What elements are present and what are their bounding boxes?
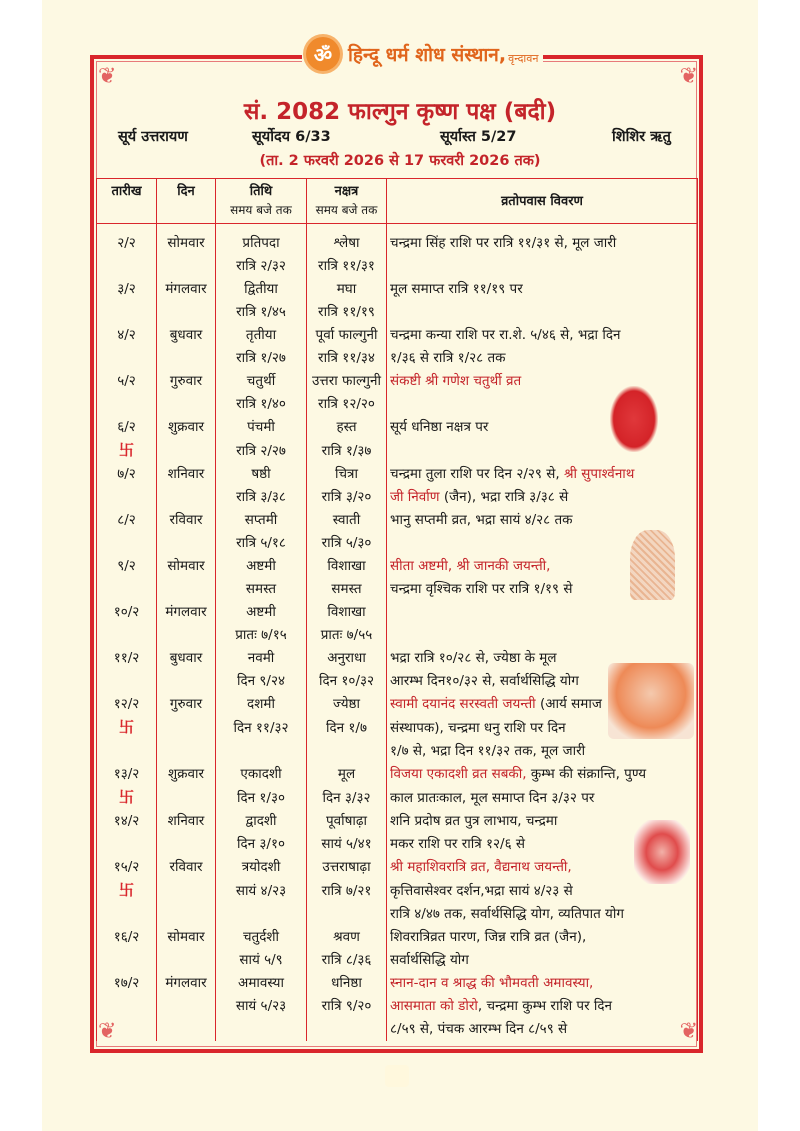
date-cell: १२/२ xyxy=(97,693,157,716)
dayanand-portrait-image xyxy=(608,663,694,739)
details-text: सूर्य धनिष्ठा नक्षत्र पर xyxy=(390,419,489,435)
nakshatra-time-cell: दिन १/७ xyxy=(307,716,387,740)
tithi-cell-empty xyxy=(216,903,307,926)
festival-text: संकष्टी श्री गणेश चतुर्थी व्रत xyxy=(390,373,522,389)
details-text: मूल समाप्त रात्रि ११/१९ पर xyxy=(390,281,523,297)
details-cell xyxy=(387,463,698,486)
nakshatra-cell: श्लेषा xyxy=(307,224,387,256)
nakshatra-cell-empty xyxy=(307,740,387,763)
date-cell: ६/२ xyxy=(97,416,157,439)
swastik-cell xyxy=(97,879,157,903)
table-row xyxy=(97,509,698,532)
day-cell: गुरुवार xyxy=(157,693,216,716)
table-row xyxy=(97,786,698,810)
details-cell xyxy=(387,224,698,256)
table-row xyxy=(97,856,698,879)
date-cell: १३/२ xyxy=(97,763,157,786)
details-cell xyxy=(387,903,698,926)
table-row xyxy=(97,224,698,256)
table-row xyxy=(97,393,698,416)
day-cell: गुरुवार xyxy=(157,370,216,393)
day-cell: बुधवार xyxy=(157,324,216,347)
details-cell xyxy=(387,278,698,301)
nakshatra-time-cell: रात्रि ७/२१ xyxy=(307,879,387,903)
festival-text: जी निर्वाण xyxy=(390,489,440,505)
calendar-body xyxy=(97,224,698,1042)
festival-text: स्नान-दान व श्राद्ध की भौमवती अमावस्या, xyxy=(390,975,594,991)
swastik-cell xyxy=(97,786,157,810)
swastik-cell xyxy=(97,949,157,972)
tithi-cell: अमावस्या xyxy=(216,972,307,995)
nakshatra-time-cell: रात्रि ११/१९ xyxy=(307,301,387,324)
festival-text: स्वामी दयानंद सरस्वती जयन्ती xyxy=(390,696,536,712)
details-text: शनि प्रदोष व्रत पुत्र लाभाय, चन्द्रमा xyxy=(390,813,558,829)
day-cell-empty xyxy=(157,255,216,278)
nakshatra-time-cell: प्रातः ७/५५ xyxy=(307,624,387,647)
day-cell-empty xyxy=(157,995,216,1018)
date-cell: ३/२ xyxy=(97,278,157,301)
day-cell-empty xyxy=(157,716,216,740)
tithi-cell: प्रतिपदा xyxy=(216,224,307,256)
details-text: , चन्द्रमा कुम्भ राशि पर दिन xyxy=(477,998,613,1014)
date-cell: २/२ xyxy=(97,224,157,256)
day-cell-empty xyxy=(157,624,216,647)
details-text: भद्रा रात्रि १०/२८ से, ज्येष्ठा के मूल xyxy=(390,650,557,666)
details-text: भानु सप्तमी व्रत, भद्रा सायं ४/२८ तक xyxy=(390,512,573,528)
table-row xyxy=(97,324,698,347)
tithi-time-cell: सायं ५/९ xyxy=(216,949,307,972)
details-text: ८/५९ से, पंचक आरम्भ दिन ८/५९ से xyxy=(390,1021,568,1037)
details-text: सर्वार्थसिद्धि योग xyxy=(390,952,469,968)
page-title: सं. 2082 फाल्गुन कृष्ण पक्ष (बदी) xyxy=(243,99,557,125)
date-range: (ता. 2 फरवरी 2026 से 17 फरवरी 2026 तक) xyxy=(259,153,541,169)
swastik-cell xyxy=(97,301,157,324)
festival-text: आसमाता को डोरो xyxy=(390,998,478,1014)
day-cell-empty xyxy=(157,786,216,810)
details-text: कुम्भ की संक्रान्ति, पुण्य xyxy=(526,766,647,782)
details-text: काल प्रातःकाल, मूल समाप्त दिन ३/३२ पर xyxy=(390,789,595,806)
details-cell xyxy=(387,324,698,347)
table-row xyxy=(97,301,698,324)
header-nakshatra: नक्षत्र समय बजे तक xyxy=(307,179,387,224)
nakshatra-time-cell: रात्रि ५/३० xyxy=(307,532,387,555)
table-row xyxy=(97,486,698,509)
table-row xyxy=(97,532,698,555)
date-cell: १०/२ xyxy=(97,601,157,624)
details-text: चन्द्रमा तुला राशि पर दिन २/२९ से, xyxy=(390,466,564,482)
table-row xyxy=(97,879,698,903)
nakshatra-time-cell: सायं ५/४१ xyxy=(307,833,387,856)
tithi-cell: चतुर्थी xyxy=(216,370,307,393)
day-cell: शुक्रवार xyxy=(157,416,216,439)
details-text: (जैन), भद्रा रात्रि ३/३८ से xyxy=(439,489,569,505)
tithi-cell: षष्ठी xyxy=(216,463,307,486)
details-cell xyxy=(387,786,698,810)
details-cell xyxy=(387,486,698,509)
day-cell: मंगलवार xyxy=(157,601,216,624)
swastik-cell xyxy=(97,486,157,509)
festival-text: सीता अष्टमी, श्री जानकी जयन्ती, xyxy=(390,558,551,574)
details-cell xyxy=(387,995,698,1018)
season: शिशिर ऋतु xyxy=(612,129,671,145)
tithi-cell: दशमी xyxy=(216,693,307,716)
tithi-cell: एकादशी xyxy=(216,763,307,786)
tithi-cell-empty xyxy=(216,740,307,763)
table-row xyxy=(97,578,698,601)
corner-ornament-icon: ❦ xyxy=(679,1019,698,1044)
nakshatra-cell: स्वाती xyxy=(307,509,387,532)
table-row xyxy=(97,810,698,833)
swastik-cell xyxy=(97,439,157,463)
date-cell-empty xyxy=(97,903,157,926)
swastik-cell xyxy=(97,578,157,601)
day-cell-empty xyxy=(157,486,216,509)
org-name: हिन्दू धर्म शोध संस्थान, xyxy=(348,44,507,66)
day-cell: शुक्रवार xyxy=(157,763,216,786)
day-cell-empty xyxy=(157,833,216,856)
details-text: आरम्भ दिन१०/३२ से, सर्वार्थसिद्धि योग xyxy=(390,673,579,689)
nakshatra-time-cell: समस्त xyxy=(307,578,387,601)
day-cell-empty xyxy=(157,949,216,972)
corner-ornament-icon: ❦ xyxy=(98,64,117,89)
day-cell-empty xyxy=(157,347,216,370)
festival-text: श्री सुपार्श्वनाथ xyxy=(563,466,635,482)
nakshatra-cell: उत्तराषाढ़ा xyxy=(307,856,387,879)
tithi-cell: नवमी xyxy=(216,647,307,670)
tithi-cell: चतुर्दशी xyxy=(216,926,307,949)
day-cell-empty xyxy=(157,578,216,601)
tithi-time-cell: दिन ११/३२ xyxy=(216,716,307,740)
day-cell-empty xyxy=(157,879,216,903)
table-row xyxy=(97,903,698,926)
swastik-cell xyxy=(97,833,157,856)
day-cell: शनिवार xyxy=(157,810,216,833)
table-row xyxy=(97,278,698,301)
table-row xyxy=(97,763,698,786)
org-header xyxy=(302,34,543,74)
date-cell: १६/२ xyxy=(97,926,157,949)
day-cell: बुधवार xyxy=(157,647,216,670)
tithi-cell: सप्तमी xyxy=(216,509,307,532)
tithi-time-cell: रात्रि ५/१८ xyxy=(216,532,307,555)
festival-text: विजया एकादशी व्रत सबकी, xyxy=(390,766,527,782)
day-cell-empty xyxy=(157,1018,216,1041)
table-row xyxy=(97,926,698,949)
date-cell-empty xyxy=(97,740,157,763)
corner-ornament-icon: ❦ xyxy=(98,1019,117,1044)
festival-text: श्री महाशिवरात्रि व्रत, वैद्यनाथ जयन्ती, xyxy=(390,859,572,875)
swastik-cell xyxy=(97,670,157,693)
details-cell xyxy=(387,624,698,647)
details-text: चन्द्रमा कन्या राशि पर रा.शे. ५/४६ से, भद्रा दिन xyxy=(390,327,621,343)
date-cell: ५/२ xyxy=(97,370,157,393)
details-text: रात्रि ४/४७ तक, सर्वार्थसिद्धि योग, व्यतिपात योग xyxy=(390,906,624,922)
table-row xyxy=(97,1018,698,1041)
tithi-cell: द्वितीया xyxy=(216,278,307,301)
day-cell: सोमवार xyxy=(157,555,216,578)
nakshatra-cell: विशाखा xyxy=(307,601,387,624)
nakshatra-cell-empty xyxy=(307,903,387,926)
nakshatra-cell: श्रवण xyxy=(307,926,387,949)
nakshatra-cell: विशाखा xyxy=(307,555,387,578)
nakshatra-time-cell: रात्रि ९/२० xyxy=(307,995,387,1018)
tithi-cell: द्वादशी xyxy=(216,810,307,833)
swastik-cell xyxy=(97,995,157,1018)
tithi-time-cell: सायं ४/२३ xyxy=(216,879,307,903)
table-row xyxy=(97,624,698,647)
details-text: चन्द्रमा सिंह राशि पर रात्रि ११/३१ से, मूल जारी xyxy=(390,235,617,251)
table-row xyxy=(97,347,698,370)
table-row xyxy=(97,439,698,463)
day-cell-empty xyxy=(157,740,216,763)
nakshatra-time-cell: रात्रि ११/३१ xyxy=(307,255,387,278)
date-cell: ४/२ xyxy=(97,324,157,347)
calendar-table xyxy=(96,178,698,1041)
tithi-time-cell: रात्रि १/४५ xyxy=(216,301,307,324)
day-cell-empty xyxy=(157,393,216,416)
corner-ornament-icon: ❦ xyxy=(679,64,698,89)
nakshatra-cell-empty xyxy=(307,1018,387,1041)
details-cell xyxy=(387,926,698,949)
nakshatra-time-cell: रात्रि ११/३४ xyxy=(307,347,387,370)
details-text: कृत्तिवासेश्वर दर्शन,भद्रा सायं ४/२३ से xyxy=(390,882,573,899)
table-row xyxy=(97,463,698,486)
table-row xyxy=(97,972,698,995)
day-cell-empty xyxy=(157,670,216,693)
table-row xyxy=(97,601,698,624)
org-city: वृन्दावन xyxy=(508,51,539,65)
date-cell: ८/२ xyxy=(97,509,157,532)
table-row xyxy=(97,555,698,578)
details-cell xyxy=(387,347,698,370)
day-cell: सोमवार xyxy=(157,926,216,949)
nakshatra-cell: उत्तरा फाल्गुनी xyxy=(307,370,387,393)
tithi-time-cell: रात्रि २/२७ xyxy=(216,439,307,463)
date-cell: १५/२ xyxy=(97,856,157,879)
details-cell xyxy=(387,255,698,278)
nakshatra-cell: पूर्वा फाल्गुनी xyxy=(307,324,387,347)
details-cell xyxy=(387,1018,698,1041)
tithi-time-cell: दिन ३/१० xyxy=(216,833,307,856)
swastik-icon: 卐 xyxy=(118,441,134,459)
details-text: शिवरात्रिव्रत पारण, जिन्न रात्रि व्रत (जैन), xyxy=(390,929,587,945)
tithi-cell: तृतीया xyxy=(216,324,307,347)
details-cell xyxy=(387,740,698,763)
header-date: तारीख xyxy=(97,179,157,224)
swastik-cell xyxy=(97,393,157,416)
sunrise: सूर्योदय 6/33 xyxy=(252,129,331,145)
day-cell-empty xyxy=(157,532,216,555)
nakshatra-cell: ज्येष्ठा xyxy=(307,693,387,716)
tithi-cell: त्रयोदशी xyxy=(216,856,307,879)
day-cell: रविवार xyxy=(157,509,216,532)
nakshatra-cell: हस्त xyxy=(307,416,387,439)
details-cell xyxy=(387,949,698,972)
nakshatra-cell: धनिष्ठा xyxy=(307,972,387,995)
details-text: चन्द्रमा वृश्चिक राशि पर रात्रि १/१९ से xyxy=(390,581,573,597)
tithi-time-cell: रात्रि १/४० xyxy=(216,393,307,416)
header-tithi: तिथि समय बजे तक xyxy=(216,179,307,224)
nakshatra-cell: चित्रा xyxy=(307,463,387,486)
tithi-time-cell: सायं ५/२३ xyxy=(216,995,307,1018)
table-header-row xyxy=(97,179,698,224)
swastik-icon: 卐 xyxy=(118,718,134,736)
tithi-cell: अष्टमी xyxy=(216,555,307,578)
swastik-cell xyxy=(97,347,157,370)
details-cell xyxy=(387,601,698,624)
sunset: सूर्यास्त 5/27 xyxy=(440,129,517,145)
watermark-icon xyxy=(385,1065,409,1087)
day-cell-empty xyxy=(157,301,216,324)
nakshatra-cell: मघा xyxy=(307,278,387,301)
day-cell-empty xyxy=(157,439,216,463)
nakshatra-time-cell: रात्रि १/३७ xyxy=(307,439,387,463)
details-text: (आर्य समाज xyxy=(535,696,602,712)
tithi-time-cell: प्रातः ७/१५ xyxy=(216,624,307,647)
nakshatra-time-cell: रात्रि १२/२० xyxy=(307,393,387,416)
date-cell: ११/२ xyxy=(97,647,157,670)
tithi-time-cell: रात्रि ३/३८ xyxy=(216,486,307,509)
details-cell xyxy=(387,763,698,786)
details-cell xyxy=(387,972,698,995)
shiva-image xyxy=(634,820,690,884)
swastik-cell xyxy=(97,255,157,278)
header-details: व्रतोपवास विवरण xyxy=(387,179,698,224)
tithi-cell: पंचमी xyxy=(216,416,307,439)
details-text: मकर राशि पर रात्रि १२/६ से xyxy=(390,836,526,852)
table-row xyxy=(97,255,698,278)
nakshatra-cell: अनुराधा xyxy=(307,647,387,670)
nakshatra-time-cell: रात्रि ३/२० xyxy=(307,486,387,509)
day-cell: रविवार xyxy=(157,856,216,879)
table-row xyxy=(97,740,698,763)
nakshatra-time-cell: दिन ३/३२ xyxy=(307,786,387,810)
day-cell: मंगलवार xyxy=(157,278,216,301)
details-text: १/३६ से रात्रि १/२८ तक xyxy=(390,350,506,366)
nakshatra-cell: मूल xyxy=(307,763,387,786)
om-icon: ॐ xyxy=(306,37,340,71)
tithi-time-cell: रात्रि १/२७ xyxy=(216,347,307,370)
date-cell: ९/२ xyxy=(97,555,157,578)
nakshatra-time-cell: दिन १०/३२ xyxy=(307,670,387,693)
tithi-cell: अष्टमी xyxy=(216,601,307,624)
details-cell xyxy=(387,509,698,532)
date-cell-empty xyxy=(97,1018,157,1041)
date-cell: ७/२ xyxy=(97,463,157,486)
table-row xyxy=(97,370,698,393)
tithi-cell-empty xyxy=(216,1018,307,1041)
swastik-cell xyxy=(97,532,157,555)
swastik-cell xyxy=(97,624,157,647)
table-row xyxy=(97,995,698,1018)
table-row xyxy=(97,833,698,856)
date-cell: १४/२ xyxy=(97,810,157,833)
ganesh-image xyxy=(610,386,658,452)
sun-direction: सूर्य उत्तरायण xyxy=(118,129,188,145)
details-text: १/७ से, भद्रा दिन ११/३२ तक, मूल जारी xyxy=(390,743,586,759)
swastik-icon: 卐 xyxy=(118,881,134,899)
day-cell: मंगलवार xyxy=(157,972,216,995)
table-row xyxy=(97,416,698,439)
tithi-time-cell: रात्रि २/३२ xyxy=(216,255,307,278)
header-day: दिन xyxy=(157,179,216,224)
table-row xyxy=(97,949,698,972)
tithi-time-cell: दिन १/३० xyxy=(216,786,307,810)
nakshatra-cell: पूर्वाषाढ़ा xyxy=(307,810,387,833)
swastik-cell xyxy=(97,716,157,740)
day-cell: शनिवार xyxy=(157,463,216,486)
date-cell: १७/२ xyxy=(97,972,157,995)
tithi-time-cell: समस्त xyxy=(216,578,307,601)
day-cell-empty xyxy=(157,903,216,926)
sita-image xyxy=(630,530,675,600)
tithi-time-cell: दिन ९/२४ xyxy=(216,670,307,693)
details-cell xyxy=(387,301,698,324)
details-text: संस्थापक), चन्द्रमा धनु राशि पर दिन xyxy=(390,719,566,736)
nakshatra-time-cell: रात्रि ८/३६ xyxy=(307,949,387,972)
swastik-icon: 卐 xyxy=(118,788,134,806)
day-cell: सोमवार xyxy=(157,224,216,256)
